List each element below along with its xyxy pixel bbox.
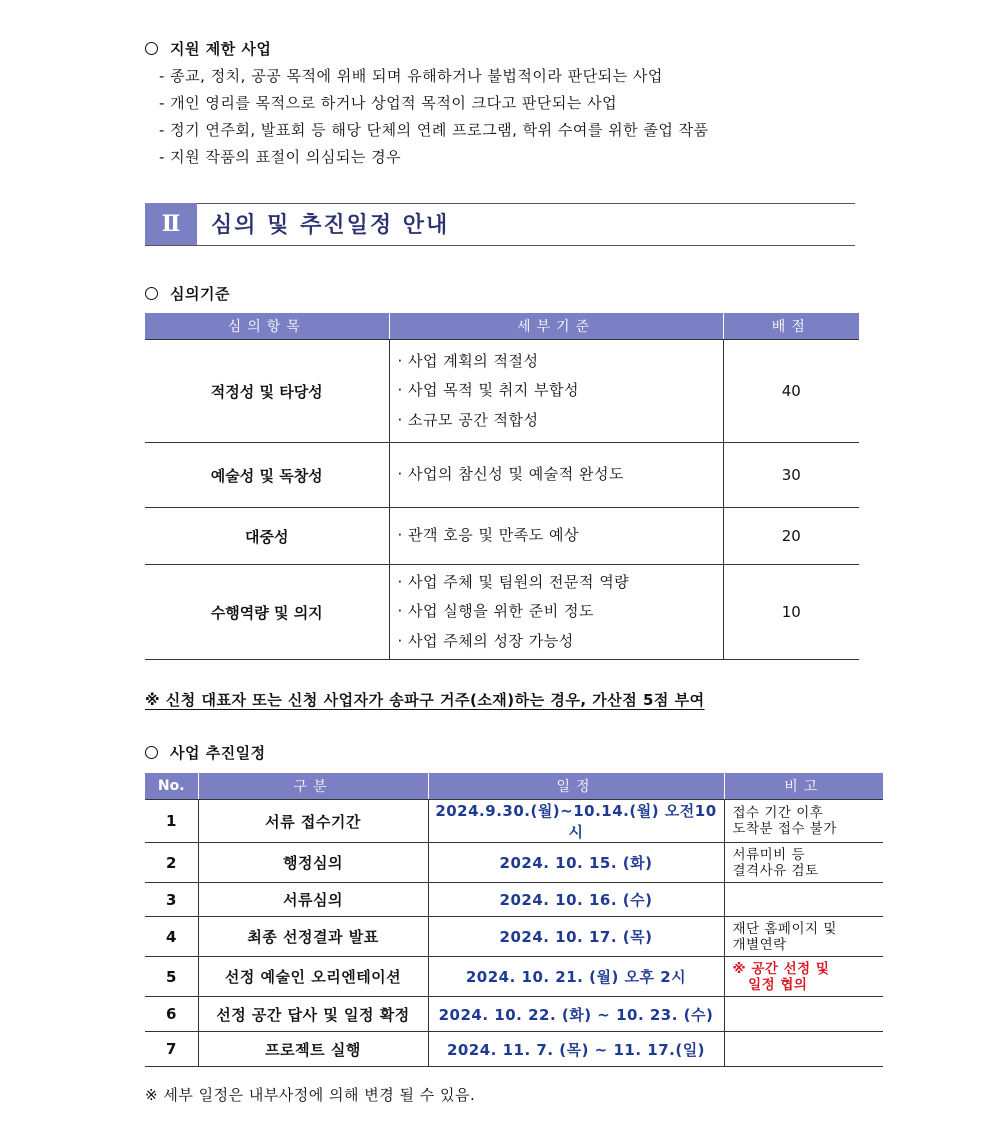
- note-line: 일정 협의: [732, 976, 808, 993]
- criteria-title: 심의기준: [170, 285, 230, 303]
- schedule-no: 2: [145, 843, 198, 883]
- note-line: 접수 기간 이후: [732, 805, 824, 821]
- schedule-item: 선정 공간 답사 및 일정 확정: [198, 997, 428, 1032]
- note-line: ※ 공간 선정 및: [732, 960, 830, 977]
- note-line: 개별연락: [732, 936, 787, 953]
- section-number: Ⅱ: [145, 203, 197, 245]
- note-line: 재단 홈페이지 및: [732, 920, 837, 937]
- criteria-row: [145, 508, 859, 565]
- criteria-header-row: [145, 313, 859, 340]
- restrict-title: 지원 제한 사업: [170, 40, 272, 58]
- schedule-no: 6: [145, 997, 198, 1032]
- schedule-item: 선정 예술인 오리엔테이션: [198, 957, 428, 997]
- criteria-detail: [389, 340, 723, 443]
- criteria-detail: [389, 565, 723, 660]
- restrict-item: - 종교, 정치, 공공 목적에 위배 되며 유해하거나 불법적이라 판단되는 사업: [159, 67, 663, 85]
- criteria-row: [145, 340, 859, 443]
- schedule-item: 행정심의: [198, 843, 428, 883]
- schedule-table: [145, 773, 883, 1067]
- restrict-item: - 정기 연주회, 발표회 등 해당 단체의 연례 프로그램, 학위 수여를 위한 졸업 작품: [159, 121, 709, 139]
- criteria-detail: [389, 443, 723, 508]
- criteria-item: 수행역량 및 의지: [145, 565, 389, 660]
- schedule-date: 2024. 10. 17. (목): [428, 917, 724, 957]
- schedule-row: [145, 843, 883, 883]
- circle-bullet-icon: [145, 287, 158, 300]
- detail-line: · 사업 주체 및 팀원의 전문적 역량: [397, 572, 630, 591]
- bonus-note: ※ 신청 대표자 또는 신청 사업자가 송파구 거주(소재)하는 경우, 가산점 5점 부여: [145, 691, 705, 709]
- detail-line: · 관객 호응 및 만족도 예상: [397, 526, 580, 545]
- detail-line: · 사업의 참신성 및 예술적 완성도: [397, 465, 624, 484]
- criteria-header-detail: 세부기준: [389, 313, 723, 340]
- schedule-note: [724, 1032, 883, 1067]
- schedule-date: 2024.9.30.(월)~10.14.(월) 오전10시: [428, 800, 724, 843]
- criteria-header-item: 심의항목: [145, 313, 389, 340]
- criteria-heading: [145, 283, 230, 304]
- schedule-note: [724, 800, 883, 843]
- criteria-score: 20: [723, 508, 859, 565]
- schedule-row: [145, 1032, 883, 1067]
- schedule-item: 서류심의: [198, 883, 428, 917]
- criteria-header-score: 배점: [723, 313, 859, 340]
- schedule-date: 2024. 10. 15. (화): [428, 843, 724, 883]
- restrict-item: - 지원 작품의 표절이 의심되는 경우: [159, 148, 402, 166]
- schedule-no: 4: [145, 917, 198, 957]
- schedule-note: [724, 917, 883, 957]
- criteria-row: [145, 443, 859, 508]
- schedule-item: 프로젝트 실행: [198, 1032, 428, 1067]
- restrict-heading: [145, 38, 271, 59]
- schedule-row: [145, 883, 883, 917]
- schedule-header-item: 구분: [198, 773, 428, 800]
- section-divider-bottom: [145, 245, 855, 246]
- section-divider-top: [145, 203, 855, 204]
- schedule-date: 2024. 11. 7. (목) ~ 11. 17.(일): [428, 1032, 724, 1067]
- criteria-detail: [389, 508, 723, 565]
- criteria-row: [145, 565, 859, 660]
- criteria-item: 적정성 및 타당성: [145, 340, 389, 443]
- schedule-heading: [145, 742, 266, 763]
- schedule-header-row: [145, 773, 883, 800]
- criteria-score: 10: [723, 565, 859, 660]
- schedule-no: 1: [145, 800, 198, 843]
- schedule-footer-note: ※ 세부 일정은 내부사정에 의해 변경 될 수 있음.: [145, 1086, 476, 1104]
- schedule-row: [145, 997, 883, 1032]
- schedule-no: 3: [145, 883, 198, 917]
- schedule-date: 2024. 10. 22. (화) ~ 10. 23. (수): [428, 997, 724, 1032]
- schedule-row: [145, 800, 883, 843]
- schedule-title: 사업 추진일정: [170, 744, 266, 762]
- note-line: 도착분 접수 불가: [732, 821, 837, 837]
- restrict-item: - 개인 영리를 목적으로 하거나 상업적 목적이 크다고 판단되는 사업: [159, 94, 618, 112]
- detail-line: · 사업 실행을 위한 준비 정도: [397, 602, 594, 621]
- criteria-item: 대중성: [145, 508, 389, 565]
- detail-line: · 사업 목적 및 취지 부합성: [397, 381, 580, 400]
- schedule-header-note: 비고: [724, 773, 883, 800]
- schedule-note: [724, 997, 883, 1032]
- schedule-no: 5: [145, 957, 198, 997]
- schedule-no: 7: [145, 1032, 198, 1067]
- schedule-note: [724, 843, 883, 883]
- detail-line: · 사업 계획의 적절성: [397, 351, 539, 370]
- circle-bullet-icon: [145, 746, 158, 759]
- schedule-item: 최종 선정결과 발표: [198, 917, 428, 957]
- detail-line: · 사업 주체의 성장 가능성: [397, 631, 574, 650]
- criteria-item: 예술성 및 독창성: [145, 443, 389, 508]
- schedule-date: 2024. 10. 21. (월) 오후 2시: [428, 957, 724, 997]
- section-title: 심의 및 추진일정 안내: [211, 213, 450, 238]
- circle-bullet-icon: [145, 42, 158, 55]
- note-line: 서류미비 등: [732, 846, 805, 863]
- schedule-header-date: 일정: [428, 773, 724, 800]
- schedule-row: [145, 917, 883, 957]
- schedule-note: [724, 957, 883, 997]
- schedule-row: [145, 957, 883, 997]
- note-line: 결격사유 검토: [732, 862, 819, 879]
- detail-line: · 소규모 공간 적합성: [397, 410, 539, 429]
- schedule-item: 서류 접수기간: [198, 800, 428, 843]
- schedule-date: 2024. 10. 16. (수): [428, 883, 724, 917]
- criteria-score: 30: [723, 443, 859, 508]
- criteria-table: [145, 313, 859, 660]
- schedule-header-no: No.: [145, 773, 198, 800]
- schedule-note: [724, 883, 883, 917]
- criteria-score: 40: [723, 340, 859, 443]
